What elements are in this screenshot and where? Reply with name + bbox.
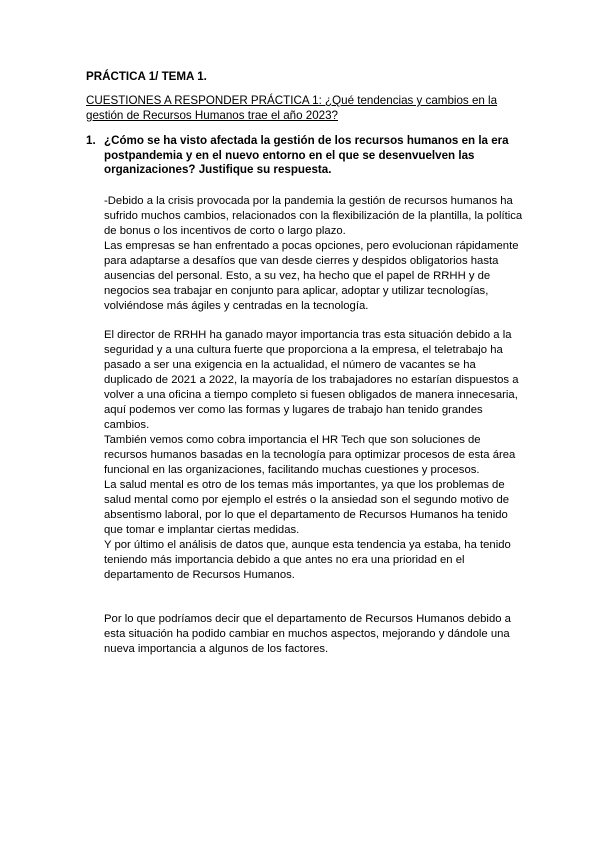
answer-paragraph: -Debido a la crisis provocada por la pandemia la gestión de recursos humanos ha sufrido muchos cambios, relacionados con la flexibilización de la plantilla, la política de bonus o los incentivos de corto o largo plazo. [104, 195, 523, 237]
answer-block-1 [104, 194, 524, 314]
answer-paragraph: Por lo que podríamos decir que el departamento de Recursos Humanos debido a esta situación ha podido cambiar en muchos aspectos, mejorando y dándole una nueva importancia a algunos de los factores. [104, 613, 511, 655]
answer-paragraph: Las empresas se han enfrentado a pocas opciones, pero evolucionan rápidamente para adaptarse a desafíos que van desde cierres y despidos obligatorios hasta ausencias del personal. Esto, a su vez, ha hecho que el papel de RRHH y de negocios sea trabajar en conjunto para aplicar, adoptar y utilizar tecnologías, volviéndose más ágiles y centradas en la tecnología. [104, 240, 519, 312]
document-title: PRÁCTICA 1/ TEMA 1. [86, 70, 207, 83]
question-text: ¿Cómo se ha visto afectada la gestión de los recursos humanos en la era postpandemia y en el nuevo entorno en el que se desenvuelven las organizaciones? Justifique su respuesta. [104, 134, 509, 177]
answer-paragraph: También vemos como cobra importancia el HR Tech que son soluciones de recursos humanos basadas en la tecnología para optimizar procesos de esta área funcional en las organizaciones, facilitando muchas cuestiones y procesos. [104, 434, 516, 476]
answer-block-3 [104, 612, 524, 657]
question-number: 1. [86, 134, 96, 147]
answer-paragraph: La salud mental es otro de los temas más importantes, ya que los problemas de salud mental como por ejemplo el estrés o la ansiedad son el segundo motivo de absentismo laboral, por lo que el departamento de Recursos Humanos ha tenido que tomar e implantar ciertas medidas. [104, 479, 510, 536]
practice-subtitle: CUESTIONES A RESPONDER PRÁCTICA 1: ¿Qué tendencias y cambios en la gestión de Recursos Humanos trae el año 2023? [86, 94, 498, 122]
answer-paragraph: El director de RRHH ha ganado mayor importancia tras esta situación debido a la seguridad y a una cultura fuerte que proporciona a la empresa, el teletrabajo ha pasado a ser una exigencia en la actualidad, el número de vacantes se ha duplicado de 2021 a 2022, la mayoría de los trabajadores no estarían dispuestos a volver a una oficina a tiempo completo si fuesen obligados de manera innecesaria, aquí podemos ver como las formas y lugares de trabajo han tenido grandes cambios. [104, 329, 519, 431]
answer-paragraph: Y por último el análisis de datos que, aunque esta tendencia ya estaba, ha tenido teniendo más importancia debido a que antes no era una prioridad en el departamento de Recursos Humanos. [104, 539, 511, 581]
answer-block-2 [104, 328, 524, 583]
